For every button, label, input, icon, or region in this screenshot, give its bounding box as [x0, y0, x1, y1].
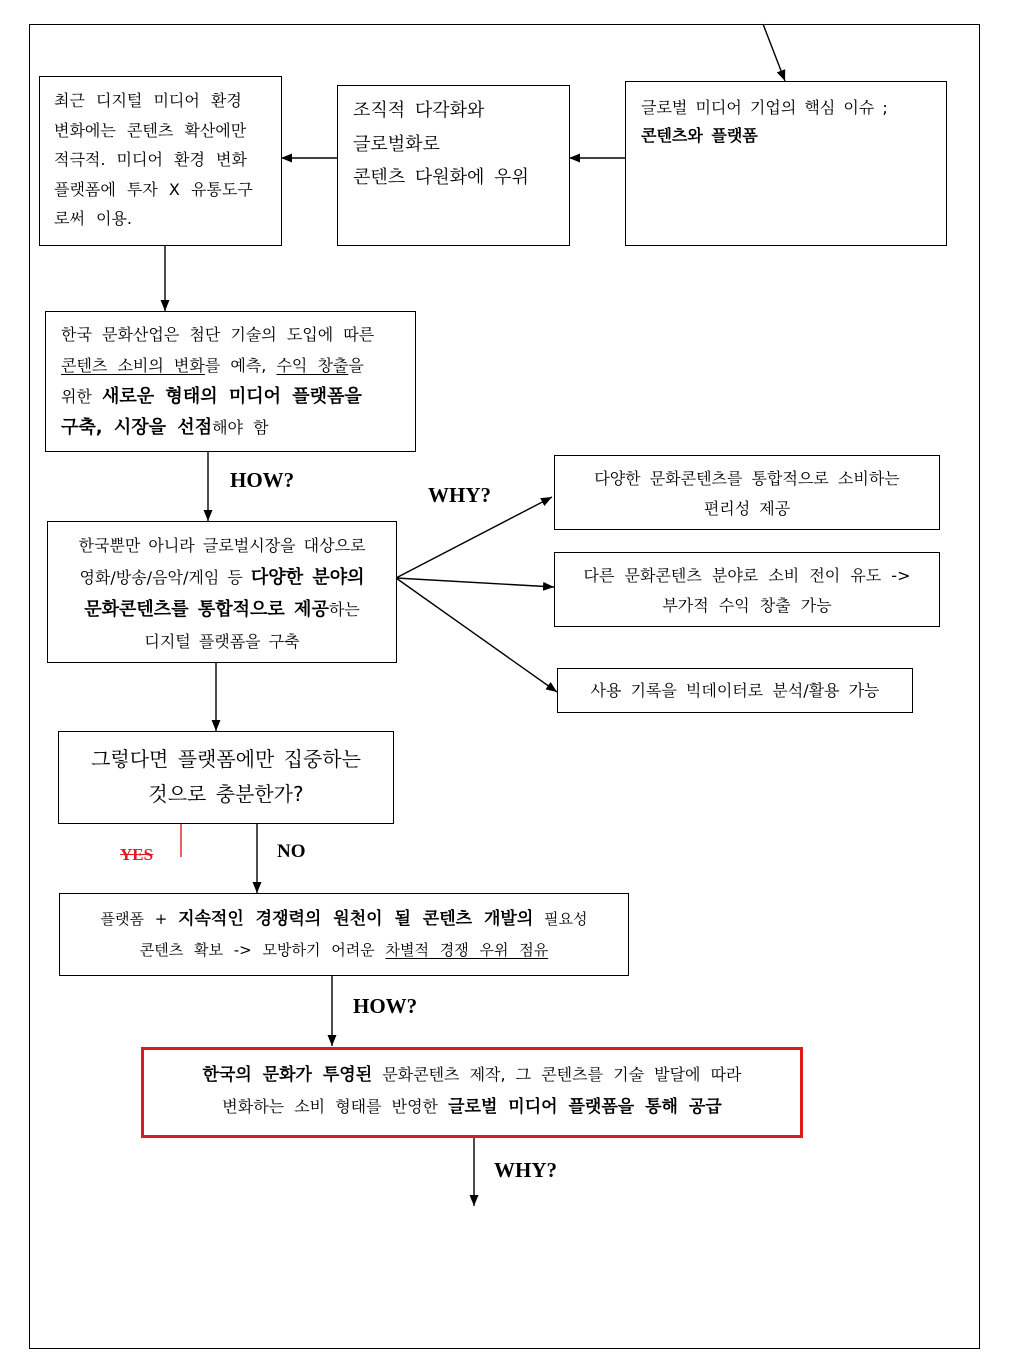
integrated-platform-line: [48, 594, 396, 626]
question-box: [58, 731, 394, 824]
underlined-text: 차별적 경쟁 우위 점유: [385, 941, 549, 959]
diversification-box: [337, 85, 570, 246]
korean-industry-line: [61, 412, 415, 443]
recent-change-line: 변화에는 콘텐츠 확산에만: [54, 120, 247, 140]
recent-change-line: 최근 디지털 미디어 환경: [54, 91, 242, 110]
content-need-box: [59, 893, 629, 976]
extra-revenue-line: 부가적 수익 창출 가능: [662, 596, 832, 615]
plain-text: 하는: [328, 600, 360, 619]
plain-text: 변화하는 소비 형태를 반영한: [222, 1097, 449, 1116]
convenience-line: 편리성 제공: [703, 499, 791, 518]
big-data-line: 사용 기록을 빅데이터로 분석/활용 가능: [590, 681, 880, 700]
korean-industry-line: [61, 350, 415, 381]
content-need-line: [60, 904, 628, 935]
bold-text: 구축, 시장을 선점: [61, 417, 213, 438]
diversification-line: 콘텐츠 다원화에 우위: [353, 167, 529, 188]
why-label: WHY?: [494, 1158, 557, 1182]
plain-text: 해야 함: [212, 418, 269, 437]
yes-label-struck: YES: [120, 845, 154, 864]
bold-text: 한국의 문화가 투영된: [202, 1065, 373, 1085]
arrow-into-global-issue: [763, 24, 785, 81]
plain-text: 영화/방송/음악/게임 등: [79, 568, 251, 587]
plain-text: 콘텐츠 확보 -> 모방하기 어려운: [139, 941, 386, 959]
integrated-platform-line: 한국뿐만 아니라 글로벌시장을 대상으로: [78, 536, 366, 555]
bold-text: 새로운 형태의 미디어 플랫폼을: [102, 386, 362, 407]
question-line: 것으로 충분한가?: [148, 782, 304, 806]
convenience-box: [554, 455, 940, 530]
korean-industry-line: [61, 381, 415, 412]
diversification-line: 조직적 다각화와: [353, 100, 485, 121]
how-label: HOW?: [230, 468, 295, 492]
bold-text: 문화콘텐츠를 통합적으로 제공: [84, 599, 329, 620]
global-issue-highlight: 콘텐츠와 플랫폼: [641, 126, 758, 145]
integrated-platform-box: [47, 521, 397, 663]
underlined-text: 수익 창출: [276, 356, 349, 375]
question-line: 그렇다면 플랫폼에만 집중하는: [91, 747, 361, 771]
arrow-integrated-to-revenue: [396, 578, 554, 587]
global-issue-line: 글로벌 미디어 기업의 핵심 이슈 ;: [641, 98, 888, 117]
integrated-platform-line: [48, 562, 396, 594]
arrow-integrated-to-convenience: [396, 497, 552, 578]
bold-text: 지속적인 경쟁력의 원천이 될 콘텐츠 개발의: [178, 909, 534, 929]
extra-revenue-box: [554, 552, 940, 627]
big-data-box: [557, 668, 913, 713]
bold-text: 다양한 분야의: [250, 567, 365, 588]
convenience-line: 다양한 문화콘텐츠를 통합적으로 소비하는: [594, 469, 900, 488]
conclusion-box: [141, 1047, 803, 1138]
recent-change-line: 적극적. 미디어 환경 변화: [54, 150, 247, 169]
recent-change-line: 플랫폼에 투자 X 유통도구: [54, 179, 253, 199]
global-issue-box: [625, 81, 947, 246]
recent-change-line: 로써 이용.: [54, 209, 132, 228]
plain-text: 필요성: [533, 910, 588, 928]
plain-text: 를 예측,: [204, 356, 277, 375]
extra-revenue-line: 다른 문화콘텐츠 분야로 소비 전이 유도 ->: [583, 566, 911, 585]
no-label: NO: [277, 841, 306, 862]
plain-text: 플랫폼 +: [100, 910, 179, 928]
why-label: WHY?: [428, 483, 491, 507]
bold-text: 글로벌 미디어 플랫폼을 통해 공급: [448, 1097, 722, 1117]
conclusion-line: [144, 1091, 800, 1123]
plain-text: 위한: [61, 387, 102, 406]
conclusion-line: [144, 1059, 800, 1091]
content-need-line: [60, 935, 628, 966]
recent-change-box: [39, 76, 282, 246]
plain-text: 을: [348, 356, 364, 375]
underlined-text: 콘텐츠 소비의 변화: [61, 356, 205, 375]
diversification-line: 글로벌화로: [353, 133, 440, 155]
korean-industry-box: [45, 311, 416, 452]
integrated-platform-line: 디지털 플랫폼을 구축: [144, 632, 300, 651]
korean-industry-line: 한국 문화산업은 첨단 기술의 도입에 따른: [61, 325, 375, 344]
plain-text: 문화콘텐츠 제작, 그 콘텐츠를 기술 발달에 따라: [372, 1065, 742, 1084]
how-label: HOW?: [353, 994, 418, 1018]
arrow-integrated-to-bigdata: [396, 578, 557, 692]
